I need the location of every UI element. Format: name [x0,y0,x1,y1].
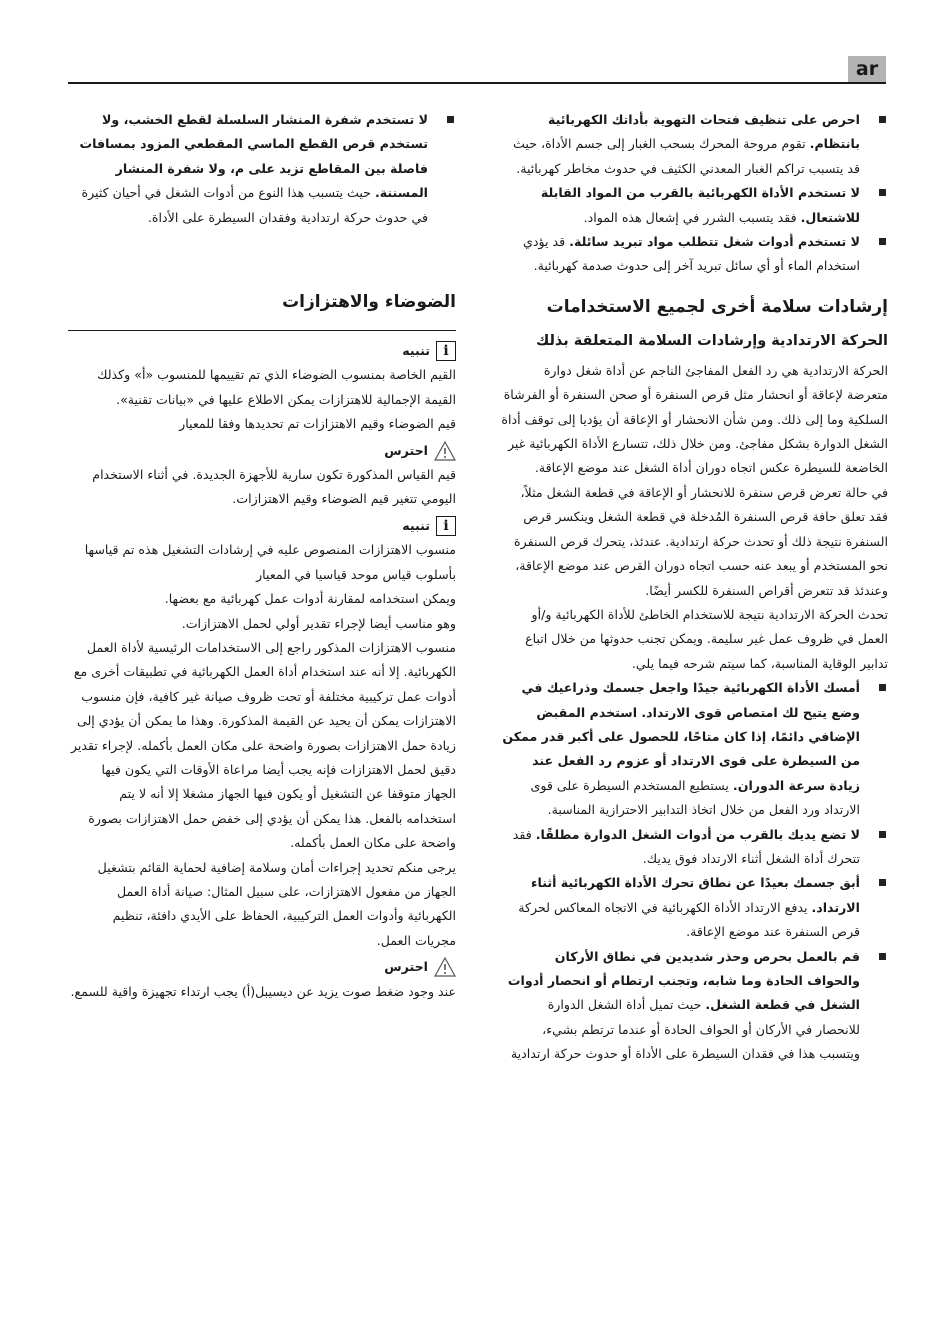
bullet-saw-blades: لا تستخدم شفرة المنشار السلسلة لقطع الخشب، ولا تستخدم قرص القطع الماسي المقطعي المزود بمسافات فاصلة بين المقاطع تزيد على م، ولا شفرة المنشار المسننة. حيث يتسبب هذا النوع من أدوات الشغل في أحيان كثيرة في حدوث حركة ارتدادية وفقدان السيطرة على الأداة. [68,108,456,230]
kickback-para-1: الحركة الارتدادية هي رد الفعل المفاجئ الناجم عن أداة شغل دوارة متعرضة لإعاقة أو انحشار مثل قرص السنفرة أو صحن السنفرة أو الفرشاة السلكية وما إلى ذلك. ومن شأن الانحشار أو الإعاقة أن يؤديا إلى توقف أداة الشغل الدوارة بشكل مفاجئ. ومن خلال ذلك، تتسارع الأداة الكهربائية غير الخاضعة للسيطرة عكس اتجاه دوران أداة الشغل عند موضع الإعاقة. [501,362,888,476]
note2-text: منسوب الاهتزازات المنصوص عليه في إرشادات التشغيل هذه تم قياسها بأسلوب قياس موحد قياسيا في المعيار [84,542,456,582]
warning-header: احترس [68,439,456,463]
bullet-square-icon [447,116,454,123]
note2-p4: منسوب الاهتزازات المذكور راجع إلى الاستخدامات الرئيسية لأداة العمل الكهربائية. إلا أنه عند استخدام أداة العمل الكهربائية في تطبيقات أخرى مع أدوات عمل تركيبية مختلفة أو تحت ظروف صيانة غير كافية، فإن منسوب الاهتزازات يمكن أن يحيد عن القيمة المذكورة. وهذا ما يمكن أن يؤدي إلى زيادة حمل الاهتزازات بصورة واضحة على مكان العمل بأكمله. لإجراء تقدير دقيق لحمل الاهتزازات فإنه يجب أيضا مراعاة الأوقات التي يكون فيها الجهاز متوقفا عن التشغيل أو يكون فيها الجهاز مشغلا إلا أنه لا يتم استخدامه بالفعل. هذا يمكن أن يؤدي إلى خفض حمل الاهتزازات بصورة واضحة على مكان العمل بأكمله. [70,639,456,851]
bullet-hands: لا تضع يديك بالقرب من أدوات الشغل الدوارة مطلقًا. فقد تتحرك أداة الشغل أثناء الارتداد فوق يديك. [500,823,888,872]
bullet-square-icon [879,953,886,960]
sub-title: الحركة الارتدادية وإرشادات السلامة المتعلقة بذلك [535,332,888,349]
noise-vibration-heading: الضوضاء والاهتزازات [282,292,456,313]
warning-triangle-icon [434,441,456,461]
note1-line2: قيم الضوضاء وقيم الاهتزازات تم تحديدها وفقا للمعيار [179,416,456,432]
left-column [68,108,456,1004]
right-column [500,108,888,1067]
info-icon: i [436,516,456,536]
bullet-square-icon [879,831,886,838]
bullet-body: أبق جسمك بعيدًا عن نطاق تحرك الأداة الكهربائية أثناء الارتداد. يدفع الارتداد الأداة الكهربائية في الاتجاه المعاكس لحركة قرص السنفرة عند موضع الإعاقة. [500,871,888,944]
note1-text: القيم الخاصة بمنسوب الضوضاء الذي تم تقييمها للمنسوب «أ» وكذلك القيمة الإجمالية للاهتزازات يمكن الاطلاع عليها في «بيانات تقنية». [97,367,456,407]
note2-p5: يرجى منكم تحديد إجراءات أمان وسلامة إضافية لحماية القائم بتشغيل الجهاز من مفعول الاهتزازات، على سبيل المثال: صيانة أداة العمل الكهربائية وأدوات العمل التركيبية، الحفاظ على الأيدي دافئة، تنظيم مجريات العمل. [97,859,456,948]
bullet-vents: احرص على تنظيف فتحات التهوية بأداتك الكهربائية بانتظام. تقوم مروحة المحرك بسحب الغبار إلى جسم الأداة، حيث قد يتسبب تراكم الغبار المعدني الكثيف في حدوث مخاطر كهربائية. [500,108,888,181]
bullet-square-icon [879,684,886,691]
kickback-para-2: في حالة تعرض قرص سنفرة للانحشار أو الإعاقة في قطعة الشغل مثلاً، فقد تعلق حافة قرص السنفرة المُدخلة في قطعة الشغل وينكسر قرص السنفرة نتيجة ذلك أو تحدث حركة ارتدادية. عندئذ، يتحرك قرص السنفرة نحو المستخدم أو يبعد عنه حسب اتجاه دوران القرص عند موضع الإعاقة، وعندئذ قد تتعرض أقراص السنفرة للكسر أيضًا. [514,484,888,598]
language-tab: ar [848,56,886,82]
kickback-para-3: تحدث الحركة الارتدادية نتيجة للاستخدام الخاطئ للأداة الكهربائية و/أو العمل في ظروف عمل غير سليمة. ويمكن تجنب حدوثها من خلال اتباع تدابير الوقاية المناسبة، كما سيتم شرحه فيما يلي. [525,606,888,671]
bullet-coolant: لا تستخدم أدوات شغل تتطلب مواد تبريد سائلة. قد يؤدي استخدام الماء أو أي سائل تبريد آخر إلى حدوث صدمة كهربائية. [500,230,888,279]
bullet-grip: أمسك الأداة الكهربائية جيدًا واجعل جسمك وذراعيك في وضع يتيح لك امتصاص قوى الارتداد. استخدم المقبض الإضافي دائمًا، إذا كان متاحًا، للحصول على أكبر قدر ممكن من السيطرة على قوى الارتداد أو عزوم رد الفعل عند زيادة سرعة الدوران. يستطيع المستخدم السيطرة على قوى الارتداد ورد الفعل من خلال اتخاذ التدابير الاحترازية المناسبة. [500,676,888,822]
bullet-flammables: لا تستخدم الأداة الكهربائية بالقرب من المواد القابلة للاشتعال. فقد يتسبب الشرر في إشعال هذه المواد. [500,181,888,230]
bullet-corners: قم بالعمل بحرص وحذر شديدين في نطاق الأركان والحواف الحادة وما شابه، وتجنب ارتطام أو انحصار أدوات الشغل في قطعة الشغل. حيث تميل أداة الشغل الدوارة للانحصار في الأركان أو الحواف الحادة أو عندما ترتطم بشيء، ويتسبب هذا في فقدان السيطرة على الأداة أو حدوث حركة ارتدادية [500,945,888,1067]
bullet-square-icon [879,116,886,123]
note2-p3: وهو مناسب أيضا لإجراء تقدير أولي لحمل الاهتزازات. [181,615,456,631]
warn2-text: عند وجود ضغط صوت يزيد عن ديسيبل(أ) يجب ارتداء تجهيزة واقية للسمع. [70,983,456,999]
info-icon: i [436,341,456,361]
note-header: i تنبيه [68,339,456,363]
note-header: i تنبيه [68,514,456,538]
warning-triangle-icon [434,957,456,977]
header-rule [68,82,886,84]
warning-header: احترس [68,955,456,979]
note2-p2: ويمكن استخدامه لمقارنة أدوات عمل كهربائية مع بعضها. [164,591,456,607]
heading-rule [68,330,456,331]
bullet-square-icon [879,879,886,886]
bullet-square-icon [879,189,886,196]
warn1-text: قيم القياس المذكورة تكون سارية للأجهزة الجديدة. في أثناء الاستخدام اليومي تتغير قيم الضوضاء وقيم الاهتزازات. [92,467,456,507]
bullet-square-icon [879,238,886,245]
section-title: إرشادات سلامة أخرى لجميع الاستخدامات [546,296,888,317]
